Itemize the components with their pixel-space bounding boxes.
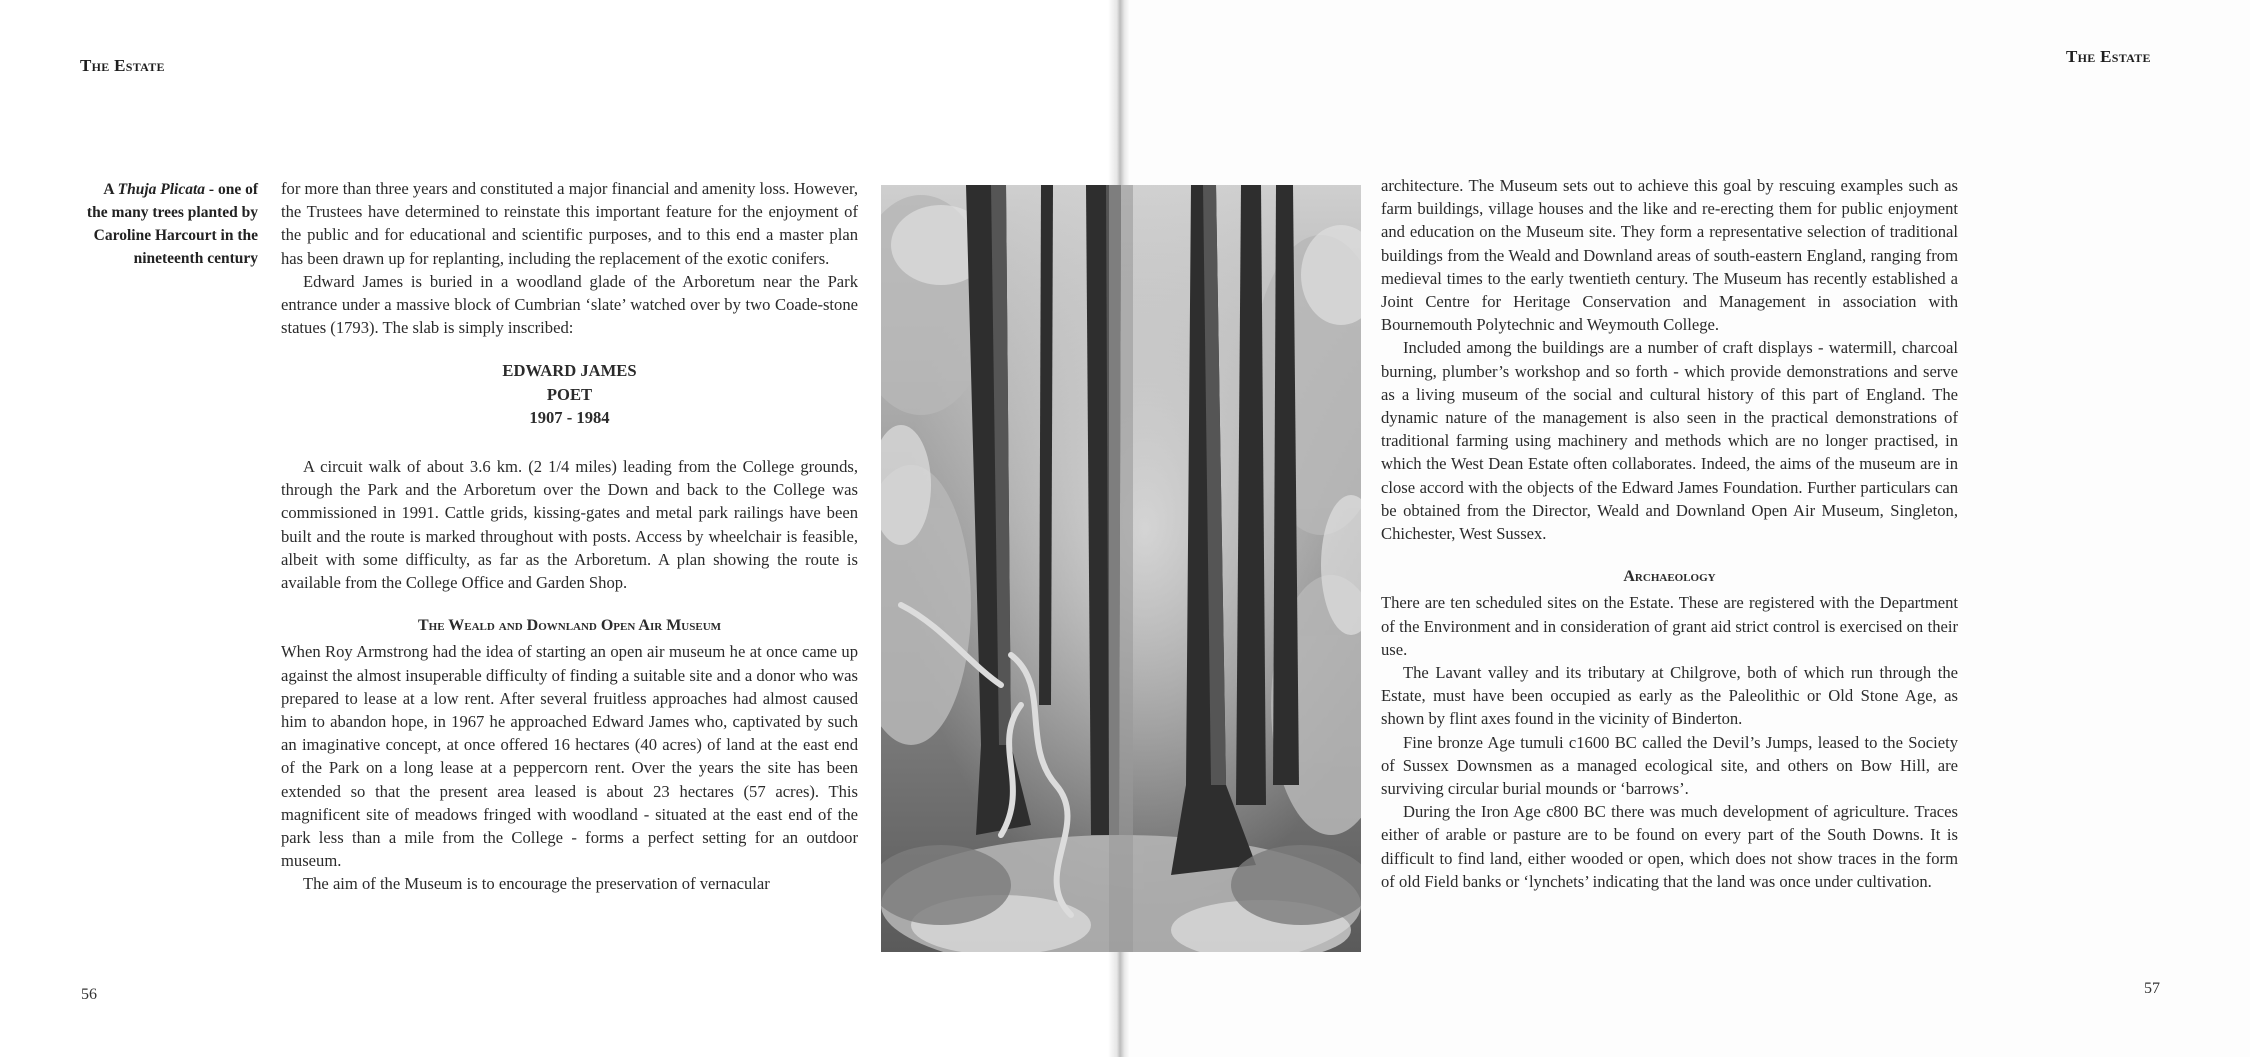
- caption-species: Thuja Plicata: [117, 181, 206, 198]
- paragraph: When Roy Armstrong had the idea of starting an open air museum he at once came up against the almost insuperable difficulty of finding a suitable site and a donor who was prepared to lease at a low rent. After several fruitless approaches had almost caused him to abandon hope, in 1967 he approached Edward James who, captivated by such an imaginative concept, at once offered 16 hectares (40 acres) of land at the east end of the Park on a long lease at a peppercorn rent. Over the years the site has been extended so that the present area leased is about 23 hectares (57 acres). This magnificent site of meadows fringed with woodland - situated at the east end of the park less than a mile from the College - forms a perfect setting for an outdoor museum.: [281, 642, 858, 871]
- paragraph: for more than three years and constituted a major financial and amenity loss. However, the Trustees have determined to reinstate this important feature for the enjoyment of the public and for educational and scientific purposes, and to this end a master plan has been drawn up for replanting, including the replacement of the exotic conifers.: [281, 179, 858, 268]
- left-running-head: The Estate: [80, 56, 165, 75]
- section-heading: Archaeology: [1623, 568, 1716, 586]
- right-running-head: The Estate: [2066, 47, 2151, 66]
- inscription-line: 1907 - 1984: [529, 407, 610, 427]
- paragraph: Included among the buildings are a number of craft displays - watermill, charcoal burning, plumber’s workshop and so forth - which provide demonstrations and serve as a living museum of the social and cultural history of this part of England. The dynamic nature of the management is also seen in the practical demonstrations of traditional farming using machinery and methods which are no longer practised, in which the West Dean Estate often collaborates. Indeed, the aims of the museum are in close accord with the objects of the Edward James Foundation. Further particulars can be obtained from the Director, Weald and Downland Open Air Museum, Singleton, Chichester, West Sussex.: [1381, 338, 1958, 544]
- paragraph: architecture. The Museum sets out to achieve this goal by rescuing examples such as farm buildings, village houses and the like and re-erecting them for public enjoyment and education on the Museum site. They form a representative selection of traditional buildings from the Weald and Downland areas of south-eastern England, ranging from medieval times to the early twentieth century. The Museum has recently established a Joint Centre for Heritage Conservation and Management in association with Bournemouth Polytechnic and Weymouth College.: [1381, 176, 1958, 335]
- forest-photograph: [881, 185, 1361, 952]
- paragraph: The Lavant valley and its tributary at Chilgrove, both of which run through the Estate, must have been occupied as early as the Paleolithic or Old Stone Age, as shown by flint axes found in the vicinity of Binderton.: [1381, 663, 1958, 729]
- left-page-number: 56: [81, 986, 97, 1003]
- caption-suffix: - one of the many trees planted by Caroline Harcourt in the nineteenth century: [86, 181, 258, 267]
- right-page-number: 57: [2144, 980, 2160, 997]
- inscription: [281, 359, 858, 429]
- right-text-column: [1381, 174, 1958, 893]
- section-heading: The Weald and Downland Open Air Museum: [417, 617, 722, 635]
- forest-photo-drawing: [881, 185, 1361, 952]
- inscription-line: POET: [546, 384, 593, 404]
- caption-prefix: A: [103, 181, 118, 198]
- paragraph: Edward James is buried in a woodland glade of the Arboretum near the Park entrance under a massive block of Cumbrian ‘slate’ watched over by two Coade-stone statues (1793). The slab is simply inscribed:: [281, 271, 858, 338]
- inscription-line: EDWARD JAMES: [502, 361, 637, 381]
- photo-caption: [80, 178, 258, 270]
- left-text-column: [281, 177, 858, 896]
- paragraph: A circuit walk of about 3.6 km. (2 1/4 miles) leading from the College grounds, through the Park and the Arboretum over the Down and back to the College was commissioned in 1991. Cattle grids, kissing-gates and metal park railings have been built and the route is marked throughout with posts. Access by wheelchair is feasible, albeit with some difficulty, as far as the Arboretum. A plan showing the route is available from the College Office and Garden Shop.: [281, 457, 858, 593]
- paragraph: Fine bronze Age tumuli c1600 BC called the Devil’s Jumps, leased to the Society of Sussex Downsmen as a managed ecological site, and others on Bow Hill, are surviving circular burial mounds or ‘barrows’.: [1381, 732, 1958, 799]
- paragraph: The aim of the Museum is to encourage the preservation of vernacular: [303, 874, 770, 894]
- paragraph: There are ten scheduled sites on the Estate. These are registered with the Department of the Environment and in consideration of grant aid strict control is exercised on their use.: [1381, 593, 1958, 659]
- paragraph: During the Iron Age c800 BC there was much development of agriculture. Traces either of arable or pasture are to be found on every part of the South Downs. It is difficult to find land, either wooded or open, which does not show traces in the form of old Field banks or ‘lynchets’ indicating that the land was once under cultivation.: [1381, 802, 1958, 891]
